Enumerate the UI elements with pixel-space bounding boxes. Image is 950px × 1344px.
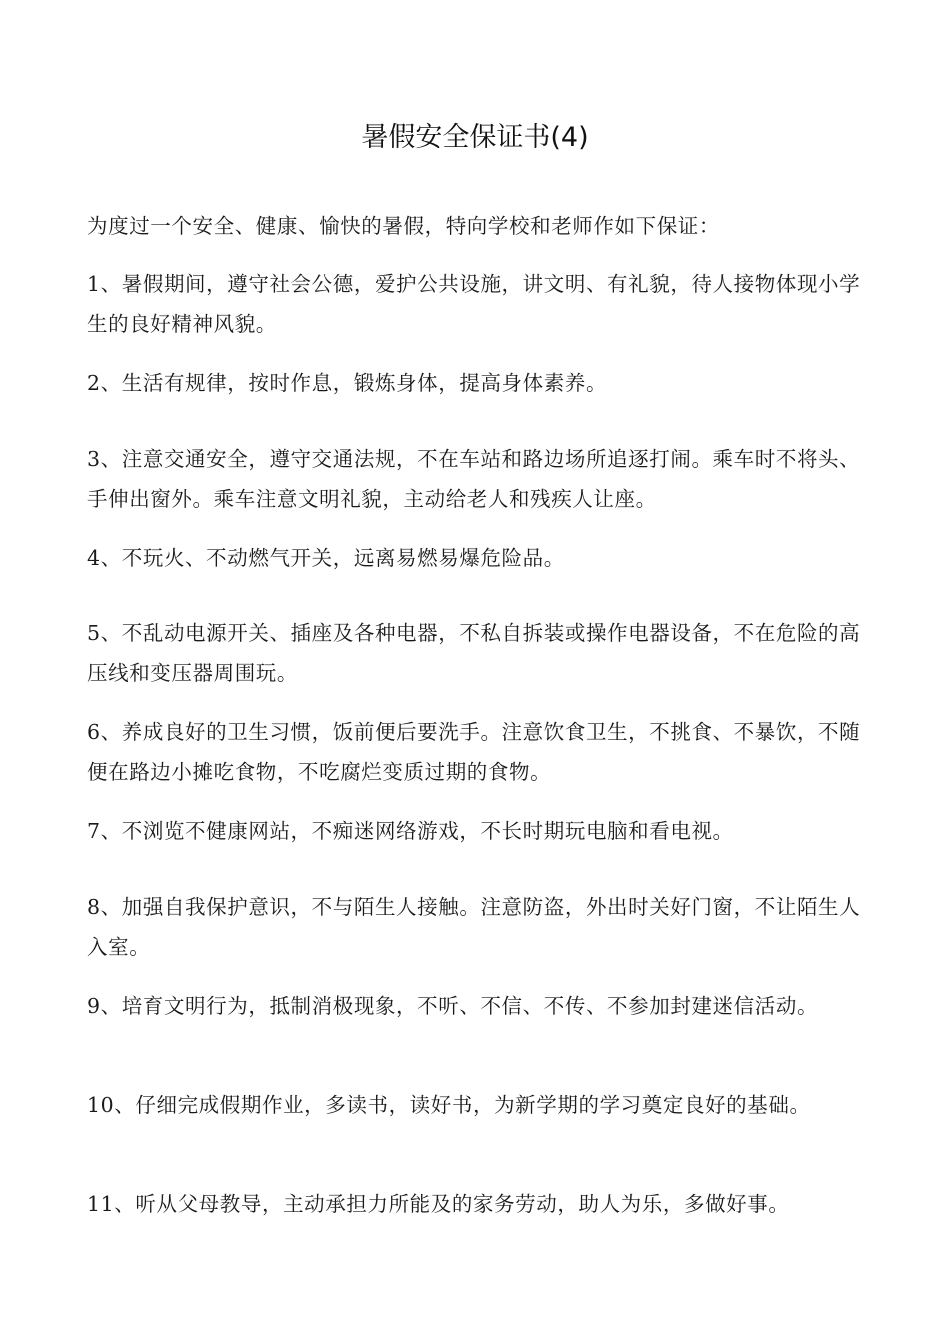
- pledge-item-11: 11、听从父母教导，主动承担力所能及的家务劳动，助人为乐，多做好事。: [87, 1192, 790, 1216]
- pledge-item-6: 6、养成良好的卫生习惯，饭前便后要洗手。注意饮食卫生，不挑食、不暴饮，不随便在路边小摊吃食物，不吃腐烂变质过期的食物。: [87, 720, 861, 784]
- pledge-item-1: 1、暑假期间，遵守社会公德，爱护公共设施，讲文明、有礼貌，待人接物体现小学生的良好精神风貌。: [87, 272, 861, 336]
- intro-paragraph: 为度过一个安全、健康、愉快的暑假，特向学校和老师作如下保证：: [87, 214, 720, 238]
- pledge-item-7: 7、不浏览不健康网站，不痴迷网络游戏，不长时期玩电脑和看电视。: [87, 819, 734, 843]
- pledge-item-4: 4、不玩火、不动燃气开关，远离易燃易爆危险品。: [87, 546, 565, 570]
- pledge-item-10: 10、仔细完成假期作业，多读书，读好书，为新学期的学习奠定良好的基础。: [87, 1093, 811, 1117]
- document-title: 暑假安全保证书(4): [361, 122, 589, 153]
- pledge-item-3: 3、注意交通安全，遵守交通法规，不在车站和路边场所追逐打闹。乘车时不将头、手伸出窗外。乘车注意文明礼貌，主动给老人和残疾人让座。: [87, 447, 861, 511]
- pledge-item-2: 2、生活有规律，按时作息，锻炼身体，提高身体素养。: [87, 371, 608, 395]
- pledge-item-5: 5、不乱动电源开关、插座及各种电器，不私自拆装或操作电器设备，不在危险的高压线和变压器周围玩。: [87, 621, 861, 685]
- pledge-item-9: 9、培育文明行为，抵制消极现象，不听、不信、不传、不参加封建迷信活动。: [87, 994, 819, 1018]
- pledge-item-8: 8、加强自我保护意识，不与陌生人接触。注意防盗，外出时关好门窗，不让陌生人入室。: [87, 895, 861, 959]
